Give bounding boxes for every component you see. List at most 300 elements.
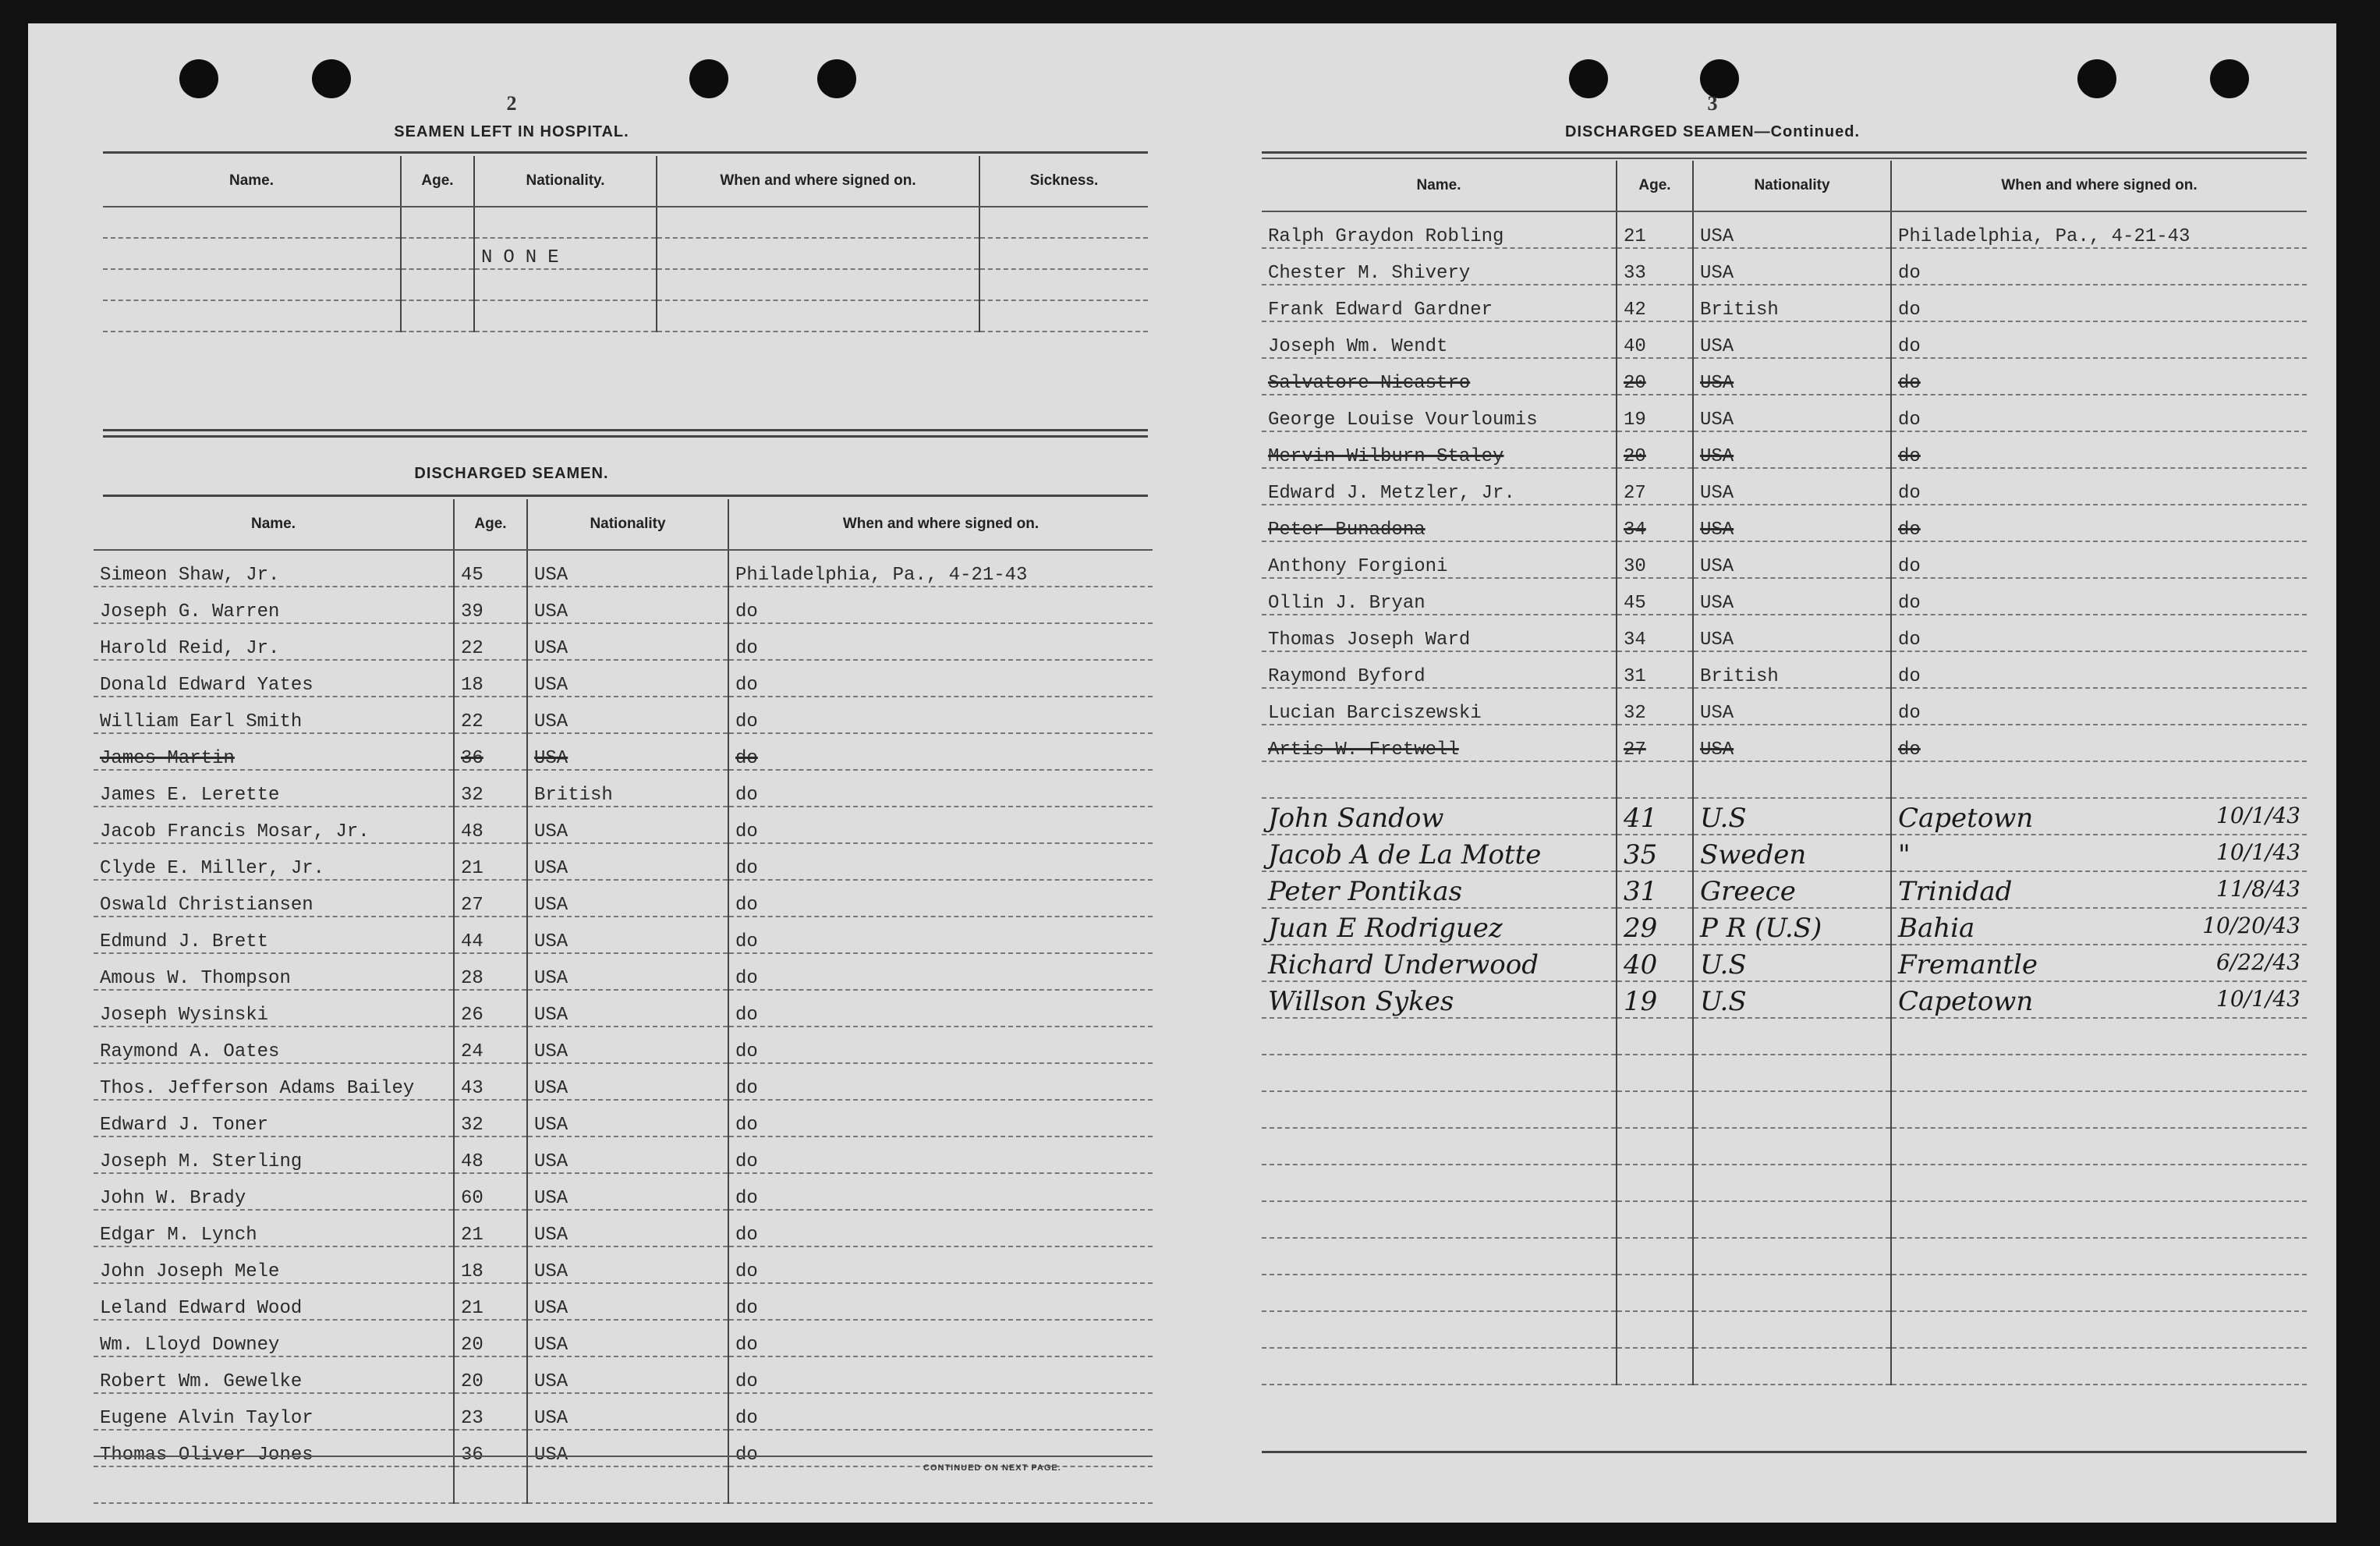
header-sickness: Sickness. [979,156,1148,207]
seaman-signed-on [1891,798,2307,835]
page-number: 3 [1707,92,1718,115]
seaman-age: 31 [1617,871,1693,908]
seaman-name: Harold Reid, Jr. [94,623,454,660]
seaman-nationality: USA [527,733,728,770]
seaman-nationality: USA [1693,541,1891,578]
seaman-nationality: USA [527,587,728,623]
signed-on-date: 10/1/43 [2216,986,2300,1012]
seaman-nationality: Sweden [1693,835,1891,871]
seaman-signed-on: do [728,1136,1153,1173]
seaman-age: 21 [1617,211,1693,248]
table-row [1262,358,2307,395]
seaman-signed-on: do [728,1356,1153,1393]
seaman-age: 28 [454,953,527,990]
table-row [94,1063,1153,1100]
seaman-nationality: USA [527,843,728,880]
right-page [1182,23,2336,1523]
table-row [94,1100,1153,1136]
continued-note: CONTINUED ON NEXT PAGE. [923,1463,1061,1473]
seaman-name: Edward J. Toner [94,1100,454,1136]
empty-row [1262,1128,2307,1165]
seaman-nationality: USA [527,550,728,587]
seaman-age: 34 [1617,615,1693,651]
seaman-age: 40 [1617,321,1693,358]
seaman-signed-on: do [728,697,1153,733]
seaman-name: Joseph Wm. Wendt [1262,321,1617,358]
seaman-signed-on: do [728,1283,1153,1320]
seaman-name: William Earl Smith [94,697,454,733]
seaman-age: 45 [454,550,527,587]
header-nationality: Nationality [527,499,728,550]
seaman-name: John Sandow [1262,798,1617,835]
seaman-signed-on: do [1891,688,2307,725]
empty-cell [454,1466,527,1503]
seaman-nationality: USA [527,1246,728,1283]
seaman-name: Peter Pontikas [1262,871,1617,908]
empty-row [1262,1275,2307,1311]
empty-cell [1262,1165,1617,1201]
table-row [1262,395,2307,431]
seaman-name: Edgar M. Lynch [94,1210,454,1246]
seaman-nationality: USA [1693,468,1891,505]
seaman-nationality: USA [527,990,728,1027]
empty-cell [1693,1091,1891,1128]
header-signed-on: When and where signed on. [657,156,979,207]
header-name: Name. [103,156,401,207]
seaman-signed-on: do [728,953,1153,990]
discharged-section-title: DISCHARGED SEAMEN. [414,465,609,482]
seaman-age: 41 [1617,798,1693,835]
seaman-name: Raymond Byford [1262,651,1617,688]
seaman-nationality: USA [527,623,728,660]
seaman-nationality: USA [527,1430,728,1466]
seaman-signed-on: do [1891,358,2307,395]
seaman-name: Artis W. Fretwell [1262,725,1617,761]
seaman-name: Richard Underwood [1262,945,1617,981]
seaman-name: James Martin [94,733,454,770]
seaman-nationality: USA [527,1173,728,1210]
seaman-age: 32 [1617,688,1693,725]
seaman-signed-on: do [728,587,1153,623]
seaman-name: Jacob A de La Motte [1262,835,1617,871]
seaman-age: 20 [1617,358,1693,395]
page-number: 2 [506,92,517,115]
empty-cell [1693,1201,1891,1238]
seaman-age: 19 [1617,395,1693,431]
empty-cell [1891,1128,2307,1165]
seaman-age: 34 [1617,505,1693,541]
table-row [94,1173,1153,1210]
seaman-name: Clyde E. Miller, Jr. [94,843,454,880]
header-name: Name. [1262,161,1617,211]
empty-cell [1617,1275,1693,1311]
seaman-age: 36 [454,733,527,770]
seaman-name: John W. Brady [94,1173,454,1210]
seaman-age: 19 [1617,981,1693,1018]
seaman-name: Thomas Oliver Jones [94,1430,454,1466]
seaman-age: 48 [454,807,527,843]
rule [103,429,1148,431]
empty-cell [1693,1348,1891,1385]
empty-cell [1891,1348,2307,1385]
table-row [1262,285,2307,321]
seaman-age: 32 [454,1100,527,1136]
seaman-age: 44 [454,917,527,953]
signed-on-date: 11/8/43 [2216,876,2300,902]
seaman-name: John Joseph Mele [94,1246,454,1283]
seaman-age: 27 [454,880,527,917]
table-row [94,990,1153,1027]
rule [103,151,1148,154]
hospital-table [103,156,1148,332]
left-page [28,23,1182,1523]
empty-cell [1891,1091,2307,1128]
empty-row [1262,1091,2307,1128]
empty-cell [1693,1018,1891,1055]
seaman-age: 48 [454,1136,527,1173]
table-row [94,733,1153,770]
seaman-nationality: U.S [1693,945,1891,981]
seaman-age: 32 [454,770,527,807]
seaman-nationality: USA [527,660,728,697]
empty-cell [1891,1238,2307,1275]
seaman-name: Robert Wm. Gewelke [94,1356,454,1393]
empty-cell [1617,1201,1693,1238]
seaman-signed-on: do [1891,321,2307,358]
header-signed-on: When and where signed on. [728,499,1153,550]
seaman-nationality: USA [527,1393,728,1430]
seaman-signed-on: do [728,1173,1153,1210]
empty-cell [1891,1165,2307,1201]
seaman-signed-on [1891,871,2307,908]
seaman-age: 33 [1617,248,1693,285]
empty-row [1262,761,2307,798]
seaman-nationality: USA [1693,615,1891,651]
empty-cell [1262,1348,1617,1385]
seaman-signed-on: do [1891,725,2307,761]
seaman-name: Joseph M. Sterling [94,1136,454,1173]
seaman-age: 30 [1617,541,1693,578]
seaman-name: Joseph Wysinski [94,990,454,1027]
seaman-age: 27 [1617,468,1693,505]
table-row [1262,505,2307,541]
seaman-name: Wm. Lloyd Downey [94,1320,454,1356]
empty-cell [1693,1311,1891,1348]
seaman-signed-on: do [728,1393,1153,1430]
seaman-age: 21 [454,1283,527,1320]
table-row [1262,211,2307,248]
seaman-name: Willson Sykes [1262,981,1617,1018]
seaman-name: Edmund J. Brett [94,917,454,953]
table-row [94,1027,1153,1063]
header-signed-on: When and where signed on. [1891,161,2307,211]
seaman-age: 31 [1617,651,1693,688]
seaman-name: George Louise Vourloumis [1262,395,1617,431]
empty-cell [1693,1128,1891,1165]
seaman-age: 39 [454,587,527,623]
empty-row [1262,1165,2307,1201]
seaman-nationality: USA [1693,505,1891,541]
seaman-age: 18 [454,660,527,697]
seaman-name: Oswald Christiansen [94,880,454,917]
handwritten-row [1262,871,2307,908]
empty-cell [94,1466,454,1503]
seaman-nationality: British [1693,285,1891,321]
seaman-signed-on: do [728,1430,1153,1466]
table-row [1262,651,2307,688]
discharged-continued-table [1262,161,2307,1385]
seaman-signed-on: do [728,880,1153,917]
signed-on-place: Trinidad [1898,876,2013,907]
seaman-nationality: USA [527,697,728,733]
signed-on-date: 6/22/43 [2216,949,2300,975]
empty-cell [1262,1128,1617,1165]
header-name: Name. [94,499,454,550]
table-row [94,697,1153,733]
empty-cell [1693,1055,1891,1091]
empty-cell [1693,761,1891,798]
seaman-nationality: U.S [1693,981,1891,1018]
seaman-age: 20 [1617,431,1693,468]
seaman-signed-on: do [1891,505,2307,541]
signed-on-date: 10/1/43 [2216,803,2300,828]
table-row [94,1356,1153,1393]
seaman-nationality: U.S [1693,798,1891,835]
table-row [1262,615,2307,651]
table-row [94,1430,1153,1466]
seaman-signed-on: do [1891,468,2307,505]
seaman-name: Mervin Wilburn Staley [1262,431,1617,468]
seaman-name: Eugene Alvin Taylor [94,1393,454,1430]
seaman-name: Ollin J. Bryan [1262,578,1617,615]
seaman-nationality: USA [1693,725,1891,761]
empty-cell [1262,1238,1617,1275]
handwritten-row [1262,981,2307,1018]
seaman-signed-on: Philadelphia, Pa., 4-21-43 [728,550,1153,587]
seaman-nationality: USA [527,1136,728,1173]
signed-on-place: Capetown [1898,803,2034,834]
table-row [94,1283,1153,1320]
header-nationality: Nationality. [474,156,657,207]
rule [1262,1451,2307,1453]
table-row [1262,248,2307,285]
seaman-nationality: USA [1693,578,1891,615]
seaman-name: Edward J. Metzler, Jr. [1262,468,1617,505]
table-row [94,843,1153,880]
seaman-name: Thomas Joseph Ward [1262,615,1617,651]
empty-row [1262,1055,2307,1091]
empty-cell [1891,1055,2307,1091]
seaman-signed-on: do [1891,248,2307,285]
seaman-nationality: USA [1693,431,1891,468]
seaman-age: 36 [454,1430,527,1466]
seaman-name: Leland Edward Wood [94,1283,454,1320]
seaman-age: 20 [454,1356,527,1393]
empty-cell [1891,1201,2307,1238]
header-nationality: Nationality [1693,161,1891,211]
seaman-age: 40 [1617,945,1693,981]
seaman-nationality: USA [527,953,728,990]
table-row [94,1320,1153,1356]
seaman-name: Anthony Forgioni [1262,541,1617,578]
table-row [1262,468,2307,505]
seaman-signed-on: do [728,917,1153,953]
seaman-nationality: USA [527,1320,728,1356]
seaman-age: 22 [454,697,527,733]
seaman-name: Lucian Barciszewski [1262,688,1617,725]
seaman-signed-on: do [728,807,1153,843]
seaman-nationality: USA [1693,248,1891,285]
seaman-name: Donald Edward Yates [94,660,454,697]
header-age: Age. [1617,161,1693,211]
table-row [94,1393,1153,1430]
empty-cell [1262,761,1617,798]
signed-on-place: Fremantle [1898,949,2038,980]
signed-on-place: Bahia [1898,913,1975,944]
seaman-name: Joseph G. Warren [94,587,454,623]
empty-cell [1262,1018,1617,1055]
signed-on-place: " [1898,839,1911,871]
seaman-signed-on: Philadelphia, Pa., 4-21-43 [1891,211,2307,248]
table-row [94,880,1153,917]
header-age: Age. [454,499,527,550]
rule [103,435,1148,438]
seaman-nationality: P R (U.S) [1693,908,1891,945]
empty-row [1262,1018,2307,1055]
rule [1262,158,2307,159]
seaman-age: 26 [454,990,527,1027]
table-row [94,1246,1153,1283]
empty-cell [1891,1311,2307,1348]
seaman-signed-on: do [728,843,1153,880]
seaman-signed-on: do [1891,578,2307,615]
seaman-age: 35 [1617,835,1693,871]
seaman-name: Frank Edward Gardner [1262,285,1617,321]
table-row [94,1210,1153,1246]
seaman-name: Salvatore Nicastro [1262,358,1617,395]
seaman-nationality: USA [527,917,728,953]
handwritten-row [1262,798,2307,835]
seaman-age: 23 [454,1393,527,1430]
signed-on-date: 10/1/43 [2216,839,2300,865]
seaman-nationality: USA [1693,211,1891,248]
seaman-signed-on: do [1891,541,2307,578]
empty-cell [1693,1165,1891,1201]
seaman-age: 20 [454,1320,527,1356]
seaman-signed-on: do [728,1100,1153,1136]
empty-cell [1617,1091,1693,1128]
seaman-age: 27 [1617,725,1693,761]
empty-cell [1617,1055,1693,1091]
empty-cell [1262,1055,1617,1091]
table-row [94,770,1153,807]
empty-cell [1891,1275,2307,1311]
seaman-signed-on: do [728,1246,1153,1283]
seaman-nationality: USA [527,880,728,917]
seaman-signed-on: do [728,1027,1153,1063]
seaman-signed-on: do [728,770,1153,807]
discharged-continued-title: DISCHARGED SEAMEN—Continued. [1565,123,1860,140]
seaman-signed-on: do [728,1320,1153,1356]
table-row [1262,321,2307,358]
seaman-age: 21 [454,843,527,880]
seaman-name: Simeon Shaw, Jr. [94,550,454,587]
empty-cell [1262,1201,1617,1238]
seaman-nationality: USA [527,1100,728,1136]
seaman-signed-on: do [728,733,1153,770]
empty-cell [1891,1018,2307,1055]
seaman-age: 22 [454,623,527,660]
table-row [94,807,1153,843]
seaman-age: 21 [454,1210,527,1246]
table-row [1262,725,2307,761]
handwritten-row [1262,908,2307,945]
seaman-nationality: USA [527,1283,728,1320]
seaman-nationality: Greece [1693,871,1891,908]
seaman-signed-on: do [728,1063,1153,1100]
seaman-signed-on [1891,981,2307,1018]
empty-cell [1693,1238,1891,1275]
seaman-signed-on: do [1891,651,2307,688]
empty-cell [1617,1348,1693,1385]
empty-cell [1262,1275,1617,1311]
empty-cell [1891,761,2307,798]
seaman-nationality: USA [1693,688,1891,725]
seaman-signed-on [1891,945,2307,981]
empty-cell [1617,1311,1693,1348]
seaman-age: 43 [454,1063,527,1100]
table-row [94,587,1153,623]
rule [1262,151,2307,154]
seaman-nationality: British [1693,651,1891,688]
handwritten-row [1262,835,2307,871]
empty-row [1262,1348,2307,1385]
seaman-nationality: USA [527,807,728,843]
empty-cell [1617,1238,1693,1275]
table-row [94,1136,1153,1173]
seaman-name: Chester M. Shivery [1262,248,1617,285]
seaman-signed-on: do [1891,615,2307,651]
seaman-nationality: USA [1693,321,1891,358]
seaman-signed-on: do [728,660,1153,697]
discharged-table [94,499,1153,1504]
seaman-signed-on: do [1891,395,2307,431]
rule [103,495,1148,497]
table-row [94,953,1153,990]
seaman-signed-on [1891,908,2307,945]
hospital-section-title: SEAMEN LEFT IN HOSPITAL. [394,123,629,140]
seaman-name: Juan E Rodriguez [1262,908,1617,945]
table-row [94,660,1153,697]
seaman-nationality: British [527,770,728,807]
seaman-age: 42 [1617,285,1693,321]
seaman-name: Amous W. Thompson [94,953,454,990]
signed-on-date: 10/20/43 [2202,913,2300,938]
empty-row [1262,1201,2307,1238]
handwritten-row [1262,945,2307,981]
seaman-age: 60 [454,1173,527,1210]
seaman-name: Raymond A. Oates [94,1027,454,1063]
empty-cell [1262,1091,1617,1128]
seaman-name: Peter Bunadona [1262,505,1617,541]
signed-on-place: Capetown [1898,986,2034,1017]
seaman-age: 18 [454,1246,527,1283]
seaman-nationality: USA [1693,395,1891,431]
seaman-name: Jacob Francis Mosar, Jr. [94,807,454,843]
table-row [1262,541,2307,578]
seaman-signed-on: do [728,990,1153,1027]
seaman-nationality: USA [1693,358,1891,395]
